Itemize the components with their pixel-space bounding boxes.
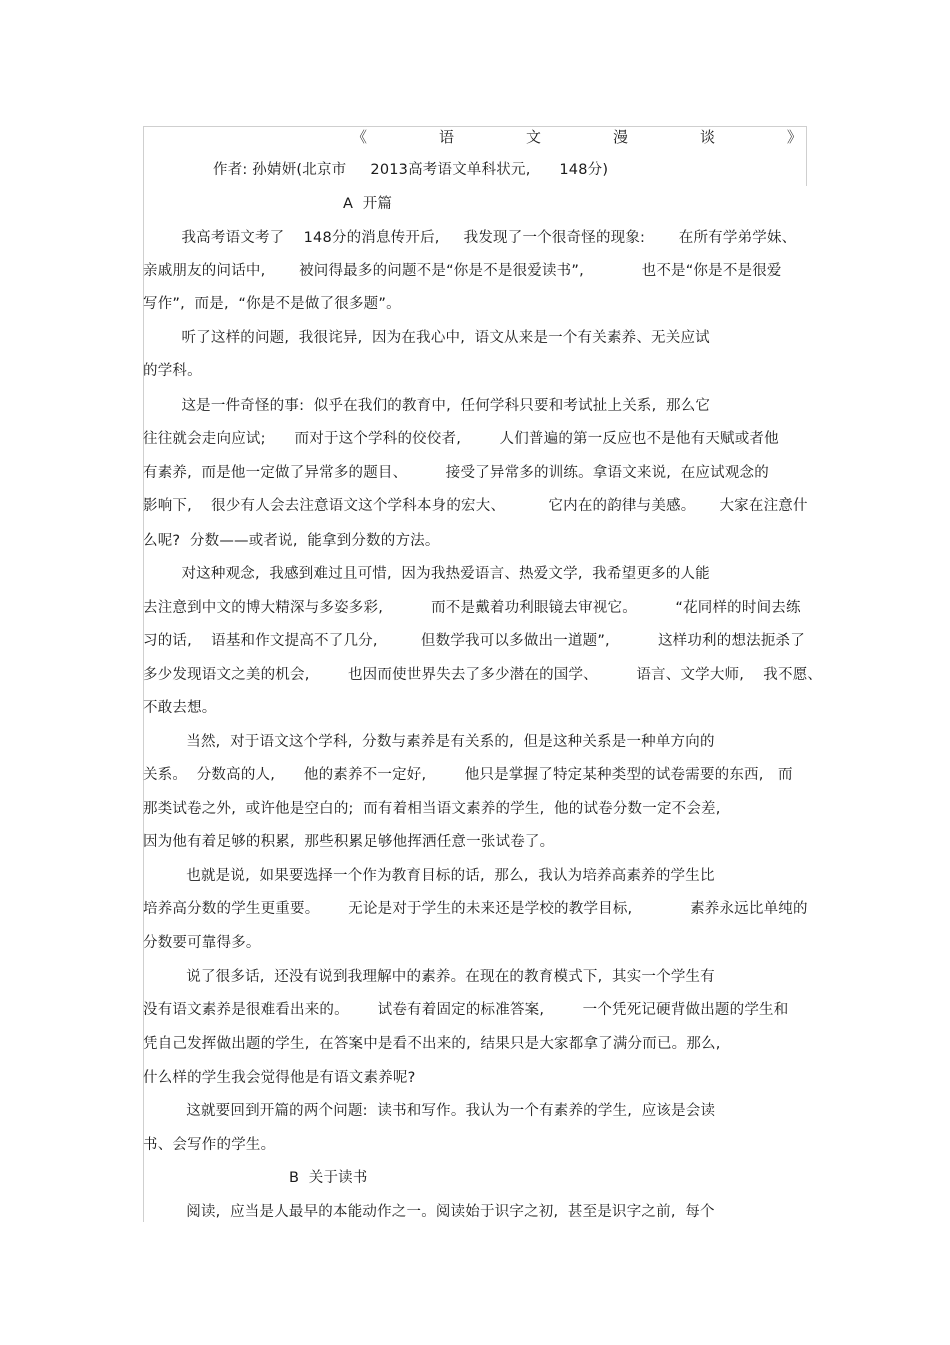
paragraph-line: 说了很多话, 还没有说到我理解中的素养。在现在的教育模式下, 其实一个学生有 xyxy=(143,969,715,985)
document-title xyxy=(352,126,802,148)
title-char: 漫 xyxy=(612,128,628,146)
paragraph-line: 多少发现语文之美的机会, 也因而使世界失去了多少潜在的国学、 语言、文学大师, 我不愿、 xyxy=(143,667,823,683)
paragraph-line: 阅读, 应当是人最早的本能动作之一。阅读始于识字之初, 甚至是识字之前, 每个 xyxy=(143,1204,715,1220)
paragraph-line: 的学科。 xyxy=(143,363,202,379)
paragraph-line: 么呢? 分数——或者说, 能拿到分数的方法。 xyxy=(143,533,440,549)
paragraph-line: 也就是说, 如果要选择一个作为教育目标的话, 那么, 我认为培养高素养的学生比 xyxy=(143,868,715,884)
paragraph-line: 因为他有着足够的积累, 那些积累足够他挥洒任意一张试卷了。 xyxy=(143,834,555,850)
paragraph-line: 去注意到中文的博大精深与多姿多彩, 而不是戴着功利眼镜去审视它。 “花同样的时间去练 xyxy=(143,600,801,616)
paragraph-line: 这是一件奇怪的事: 似乎在我们的教育中, 任何学科只要和考试扯上关系, 那么它 xyxy=(143,398,711,414)
paragraph-line: 影响下, 很少有人会去注意语文这个学科本身的宏大、 它内在的韵律与美感。 大家在注意什 xyxy=(143,498,808,514)
paragraph-line: 关系。 分数高的人, 他的素养不一定好, 他只是掌握了特定某种类型的试卷需要的东西, 而 xyxy=(143,767,793,783)
title-char: 》 xyxy=(786,128,802,146)
paragraph-line: 培养高分数的学生更重要。 无论是对于学生的未来还是学校的教学目标, 素养永远比单纯的 xyxy=(143,901,808,917)
title-char: 谈 xyxy=(699,128,715,146)
paragraph-line: 那类试卷之外, 或许他是空白的; 而有着相当语文素养的学生, 他的试卷分数一定不会差, xyxy=(143,801,721,817)
paragraph-line: 习的话, 语基和作文提高不了几分, 但数学我可以多做出一道题”, 这样功利的想法扼杀了 xyxy=(143,633,805,649)
section-heading-a: A 开篇 xyxy=(343,196,393,212)
paragraph-line: 什么样的学生我会觉得他是有语文素养呢? xyxy=(143,1070,416,1086)
paragraph-line: 写作”, 而是, “你是不是做了很多题”。 xyxy=(143,296,401,312)
paragraph-line: 分数要可靠得多。 xyxy=(143,935,261,951)
paragraph-line: 听了这样的问题, 我很诧异, 因为在我心中, 语文从来是一个有关素养、无关应试 xyxy=(143,330,710,346)
title-char: 语 xyxy=(438,128,454,146)
section-heading-b: B 关于读书 xyxy=(289,1170,368,1186)
paragraph-line: 凭自己发挥做出题的学生, 在答案中是看不出来的, 结果只是大家都拿了满分而已。那么, xyxy=(143,1036,721,1052)
paragraph-line: 对这种观念, 我感到难过且可惜, 因为我热爱语言、热爱文学, 我希望更多的人能 xyxy=(143,566,710,582)
paragraph-line: 我高考语文考了 148分的消息传开后, 我发现了一个很奇怪的现象: 在所有学弟学妹、 xyxy=(143,230,797,246)
paragraph-line: 不敢去想。 xyxy=(143,700,217,716)
paragraph-line: 亲戚朋友的问话中, 被问得最多的问题不是“你是不是很爱读书”, 也不是“你是不是很爱 xyxy=(143,263,782,279)
paragraph-line: 有素养, 而是他一定做了异常多的题目、 接受了异常多的训练。拿语文来说, 在应试观念的 xyxy=(143,465,769,481)
paragraph-line: 当然, 对于语文这个学科, 分数与素养是有关系的, 但是这种关系是一种单方向的 xyxy=(143,734,715,750)
paragraph-line: 往往就会走向应试; 而对于这个学科的佼佼者, 人们普遍的第一反应也不是他有天赋或者他 xyxy=(143,431,779,447)
title-char: 《 xyxy=(352,128,368,146)
paragraph-line: 没有语文素养是很难看出来的。 试卷有着固定的标准答案, 一个凭死记硬背做出题的学生和 xyxy=(143,1002,789,1018)
page-frame-right xyxy=(806,126,807,186)
author-line: 作者: 孙婧妍(北京市 2013高考语文单科状元, 148分) xyxy=(213,162,609,178)
paragraph-line: 这就要回到开篇的两个问题: 读书和写作。我认为一个有素养的学生, 应该是会读 xyxy=(143,1103,716,1119)
paragraph-line: 书、会写作的学生。 xyxy=(143,1137,276,1153)
title-char: 文 xyxy=(525,128,541,146)
